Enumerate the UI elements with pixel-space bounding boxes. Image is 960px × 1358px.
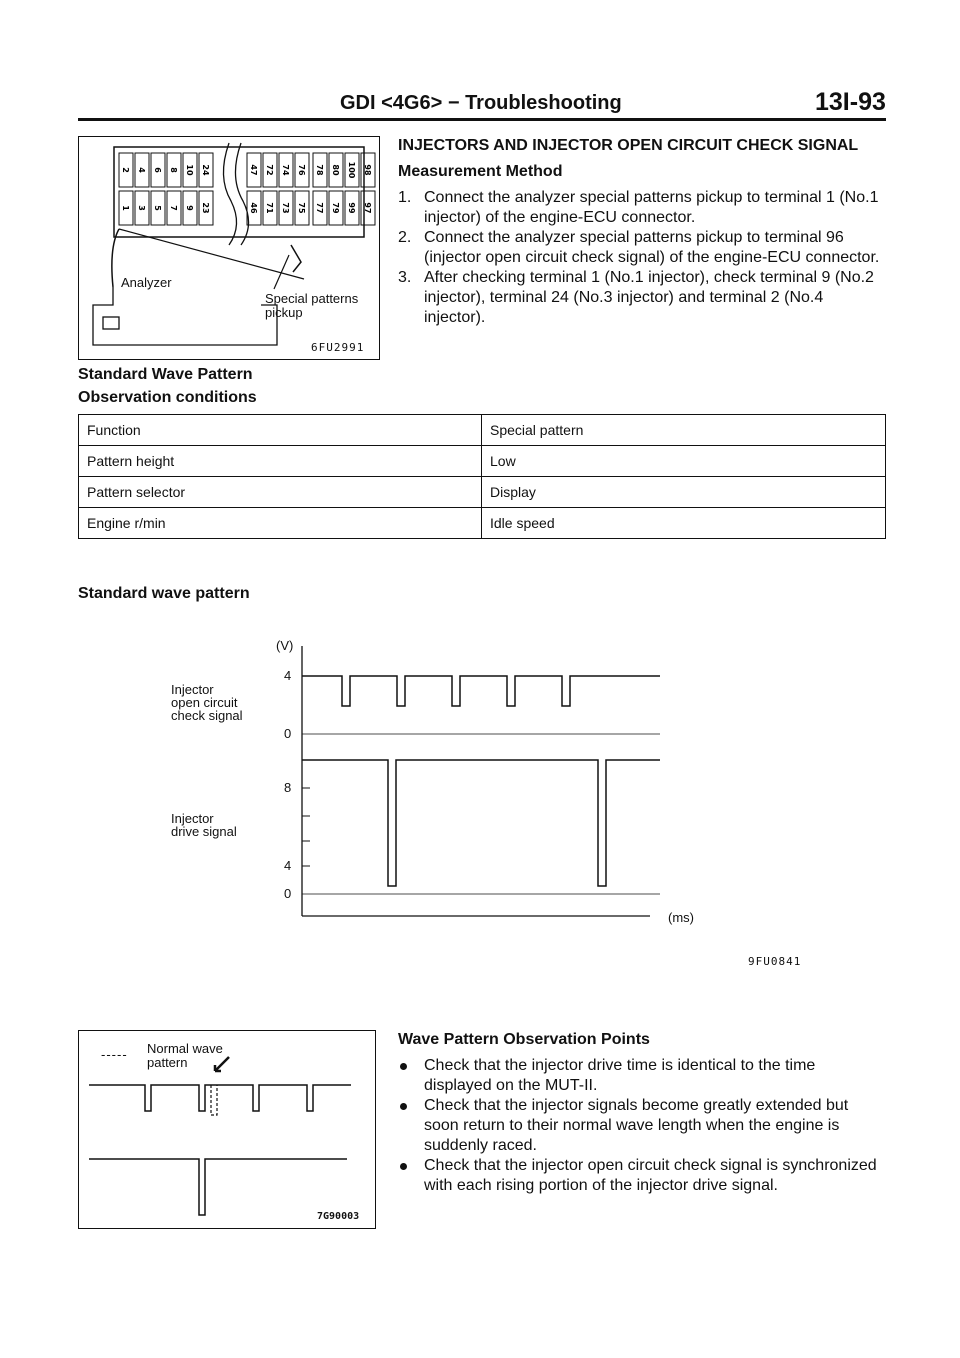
- normal-wave-figure: [78, 1030, 376, 1229]
- check-tick-4: 4: [284, 668, 292, 683]
- wave-figure-id: 9FU0841: [748, 955, 802, 968]
- method-heading: Measurement Method: [398, 163, 563, 180]
- pin-number: 2: [121, 167, 130, 173]
- header-rule: [78, 118, 886, 121]
- pickup-label-1: Special patterns: [265, 291, 359, 306]
- observation-list: [398, 1056, 886, 1196]
- pin-number: 46: [249, 202, 258, 214]
- pin-number: 72: [265, 164, 274, 176]
- pin-number: 98: [363, 164, 372, 176]
- pin-number: 6: [153, 167, 162, 173]
- time-unit-label: (ms): [668, 910, 694, 925]
- list-item: Check that the injector signals become greatly extended but soon return to their normal wave length when the engine is suddenly raced.: [398, 1096, 886, 1156]
- table-row: Pattern selector Display: [79, 477, 886, 508]
- page-title: GDI <4G6> − Troubleshooting: [340, 92, 622, 114]
- connector-pins-mid: [247, 153, 309, 225]
- drive-tick-4: 4: [284, 858, 292, 873]
- drive-tick-8: 8: [284, 780, 292, 795]
- pin-number: 77: [315, 202, 324, 214]
- connector-pins-left: [119, 153, 213, 225]
- table-row: Function Special pattern: [79, 415, 886, 446]
- wave-chart: [170, 636, 730, 956]
- legend-label-2: pattern: [147, 1055, 188, 1070]
- table-row: Engine r/min Idle speed: [79, 508, 886, 539]
- list-item: Check that the injector open circuit check signal is synchronized with each rising portion of the injector drive signal.: [398, 1156, 886, 1196]
- figure-id: 6FU2991: [311, 341, 365, 354]
- pin-number: 47: [249, 164, 258, 176]
- pickup-label-2: pickup: [265, 305, 303, 320]
- pin-number: 23: [201, 202, 210, 214]
- pin-number: 10: [185, 164, 194, 176]
- pin-number: 8: [169, 167, 178, 173]
- pin-number: 100: [347, 161, 356, 179]
- pin-number: 76: [297, 164, 306, 176]
- pin-number: 24: [201, 164, 210, 176]
- pin-number: 5: [153, 205, 162, 211]
- table-row: Pattern height Low: [79, 446, 886, 477]
- analyzer-label: Analyzer: [121, 275, 172, 290]
- pin-number: 73: [281, 202, 290, 214]
- connector-diagram: [79, 137, 378, 358]
- pin-number: 9: [185, 205, 194, 211]
- pin-number: 3: [137, 205, 146, 211]
- intro-section: [398, 136, 886, 328]
- standard-heading: Standard Wave Pattern: [78, 366, 253, 383]
- conditions-table: [78, 414, 886, 539]
- step-item: 2. Connect the analyzer special patterns pickup to terminal 96 (injector open circuit check signal) of the engine-ECU connector.: [398, 229, 880, 266]
- drive-tick-0: 0: [284, 886, 292, 901]
- legend-dashes: -----: [101, 1047, 128, 1062]
- pin-number: 79: [331, 202, 340, 214]
- legend-label-1: Normal wave: [147, 1041, 223, 1056]
- connector-figure: [78, 136, 380, 360]
- pin-number: 78: [315, 164, 324, 176]
- check-signal-label-1: Injector: [171, 682, 214, 697]
- pin-number: 99: [347, 202, 356, 214]
- pin-number: 74: [281, 164, 290, 176]
- pin-number: 80: [331, 164, 340, 176]
- conditions-heading: Observation conditions: [78, 389, 257, 406]
- connector-pins-right: [313, 153, 375, 225]
- check-tick-0: 0: [284, 726, 292, 741]
- volt-unit-label: (V): [276, 638, 294, 653]
- page-number: 13I-93: [815, 88, 886, 116]
- observation-section: [398, 1030, 886, 1196]
- check-signal-trace: [302, 676, 660, 706]
- check-signal-label-2: open circuit: [171, 695, 238, 710]
- check-signal-label-3: check signal: [171, 708, 243, 723]
- wave-heading: Standard wave pattern: [78, 585, 250, 602]
- observation-heading: Wave Pattern Observation Points: [398, 1031, 650, 1048]
- steps-list: [398, 188, 886, 328]
- section-heading: INJECTORS AND INJECTOR OPEN CIRCUIT CHECK SIGNAL: [398, 137, 859, 154]
- drive-signal-label-2: drive signal: [171, 824, 237, 839]
- drive-signal-trace: [302, 760, 660, 886]
- pin-number: 7: [169, 205, 178, 211]
- list-item: Check that the injector drive time is identical to the time displayed on the MUT-II.: [398, 1056, 886, 1096]
- step-item: 1. Connect the analyzer special patterns pickup to terminal 1 (No.1 injector) of the engine-ECU connector.: [398, 189, 879, 226]
- pin-number: 75: [297, 202, 306, 214]
- drive-signal-label-1: Injector: [171, 811, 214, 826]
- pin-number: 4: [137, 167, 146, 173]
- pin-number: 71: [265, 202, 274, 214]
- step-item: 3. After checking terminal 1 (No.1 injector), check terminal 9 (No.2 injector), terminal 24 (No.3 injector) and terminal 2 (No.4 injector).: [398, 269, 874, 326]
- pin-number: 97: [363, 202, 372, 214]
- pin-number: 1: [121, 205, 130, 211]
- normal-figure-id: 7G90003: [317, 1211, 360, 1222]
